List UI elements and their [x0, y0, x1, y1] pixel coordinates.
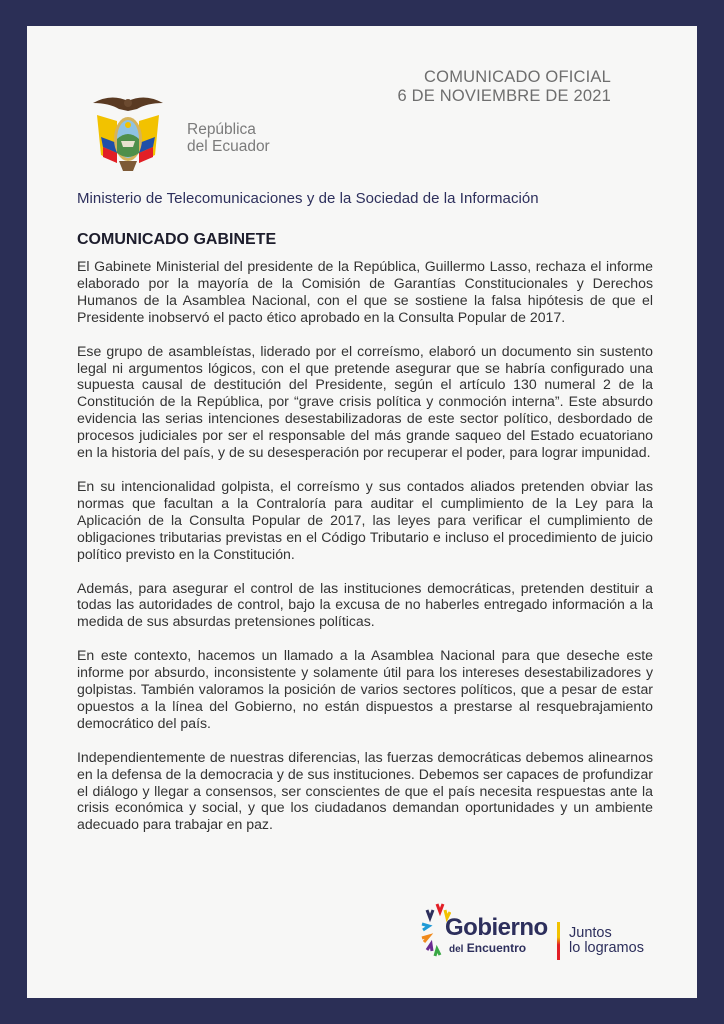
paragraph: Ese grupo de asambleístas, liderado por el correísmo, elaboró un documento sin sustento legal ni argumentos lógicos, con el que pretende asegurar que se habría configurado una supuesta causal de destitución del Presidente, según el artículo 130 numeral 2 de la Constitución de la República, por “grave crisis política y conmoción interna”. Este absurdo evidencia las serias intenciones desestabilizadoras de este sector político, desbordado de procesos judiciales por ser el responsable del más grande saqueo del Estado ecuatoriano en la historia del país, y de su desesperación por recuperar el poder, para lograr impunidad.	[77, 342, 653, 461]
gobierno-name: Gobierno	[445, 914, 548, 941]
gobierno-subtitle-main: Encuentro	[466, 941, 527, 955]
comunicado-header	[398, 68, 611, 106]
document-body	[77, 258, 653, 850]
document-page	[27, 26, 697, 998]
gobierno-divider	[557, 922, 560, 960]
paragraph: El Gabinete Ministerial del presidente de la República, Guillermo Lasso, rechaza el informe elaborado por la mayoría de la Comisión de Garantías Constitucionales y Derechos Humanos de la Asamblea Nacional, con el que se sostiene la falsa hipótesis de que el Presidente inobservó el pacto ético aprobado en la Consulta Popular de 2017.	[77, 258, 653, 325]
comunicado-label: COMUNICADO OFICIAL	[424, 68, 611, 86]
paragraph: Independientemente de nuestras diferencias, las fuerzas democráticas debemos alinearnos en la defensa de la democracia y de sus instituciones. Debemos ser capaces de profundizar el diálogo y llegar a consensos, ser conscientes de que el país necesita respuestas ante la crisis económica y social, y que los ciudadanos demandan oportunidades y un ambiente adecuado para trabajar en paz.	[77, 748, 653, 833]
paragraph: Además, para asegurar el control de las instituciones democráticas, pretenden destituir a todas las autoridades de control, bajo la excusa de no haberles entregado información a la medida de sus absurdas pretensiones políticas.	[77, 579, 653, 630]
ministry-heading: Ministerio de Telecomunicaciones y de la Sociedad de la Información	[77, 190, 539, 207]
logo-line-1: República	[187, 121, 256, 138]
logo-text	[187, 121, 270, 155]
gobierno-slogan	[569, 926, 644, 956]
logo-line-2: del Ecuador	[187, 138, 270, 155]
republica-logo	[91, 93, 291, 175]
document-title: COMUNICADO GABINETE	[77, 231, 277, 248]
comunicado-date: 6 DE NOVIEMBRE DE 2021	[397, 87, 611, 105]
slogan-line-2: lo logramos	[569, 940, 644, 956]
ecuador-coat-of-arms-icon	[91, 93, 181, 175]
gobierno-logo	[421, 902, 661, 962]
paragraph: En su intencionalidad golpista, el correísmo y sus contados aliados pretenden obviar las normas que facultan a la Contraloría para auditar el cumplimiento de la Ley para la Aplicación de la Consulta Popular de 2017, las leyes para verificar el cumplimiento de obligaciones tributarias previstas en el Código Tributario e incluso el procedimiento de juicio político previsto en la Constitución.	[77, 477, 653, 562]
gobierno-subtitle	[449, 942, 526, 956]
slogan-line-1: Juntos	[569, 925, 612, 941]
gobierno-subtitle-pre: del	[449, 944, 464, 955]
paragraph: En este contexto, hacemos un llamado a la Asamblea Nacional para que deseche este informe por absurdo, inconsistente y solamente útil para los intereses desestabilizadores y golpistas. También valoramos la posición de varios sectores políticos, que a pesar de estar opuestos a la línea del Gobierno, no están dispuestos a prestarse al resquebrajamiento democrático del país.	[77, 647, 653, 731]
